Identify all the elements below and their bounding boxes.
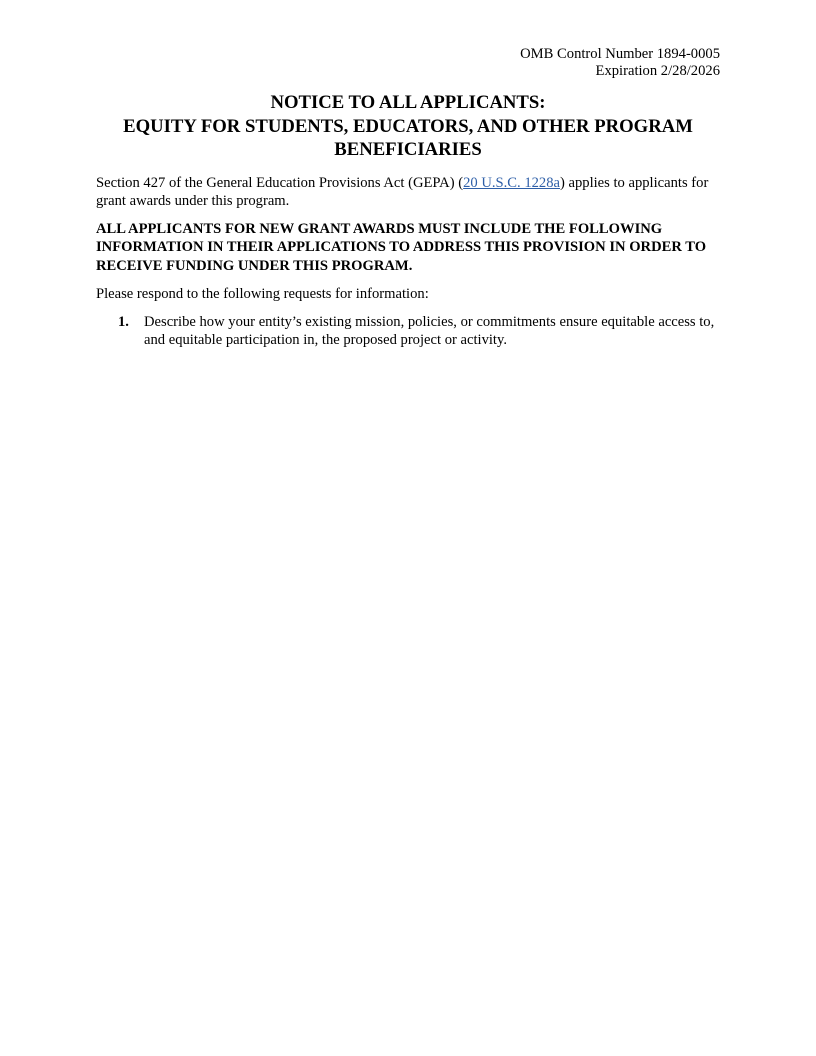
title-line-2: EQUITY FOR STUDENTS, EDUCATORS, AND OTHER PROGRAM bbox=[123, 115, 693, 137]
intro-text-before: Section 427 of the General Education Provisions Act (GEPA) ( bbox=[96, 174, 464, 191]
intro-text-after: ) applies to applicants for grant awards under this program. bbox=[96, 174, 709, 209]
omb-header bbox=[96, 46, 720, 80]
usc-link[interactable]: 20 U.S.C. 1228a bbox=[463, 174, 560, 191]
document-page bbox=[96, 46, 720, 350]
list-item-text: Describe how your entity’s existing mission, policies, or commitments ensure equitable access to, and equitable participation in, the proposed project or activity. bbox=[144, 313, 715, 348]
title-line-3: BENEFICIARIES bbox=[334, 139, 482, 160]
omb-control-number: OMB Control Number 1894-0005 bbox=[520, 46, 720, 62]
title-line-1: NOTICE TO ALL APPLICANTS: bbox=[270, 92, 546, 113]
list-item bbox=[96, 313, 720, 350]
intro-paragraph bbox=[96, 174, 720, 211]
requirement-notice: ALL APPLICANTS FOR NEW GRANT AWARDS MUST INCLUDE THE FOLLOWING INFORMATION IN THEIR APPLICATIONS TO ADDRESS THIS PROVISION IN ORDER TO RECEIVE FUNDING UNDER THIS PROGRAM. bbox=[96, 220, 707, 274]
request-list bbox=[96, 313, 720, 350]
request-intro: Please respond to the following requests for information: bbox=[96, 286, 429, 302]
list-item-number: 1. bbox=[118, 313, 129, 330]
page-title bbox=[96, 91, 720, 162]
expiration-date: Expiration 2/28/2026 bbox=[595, 63, 720, 79]
